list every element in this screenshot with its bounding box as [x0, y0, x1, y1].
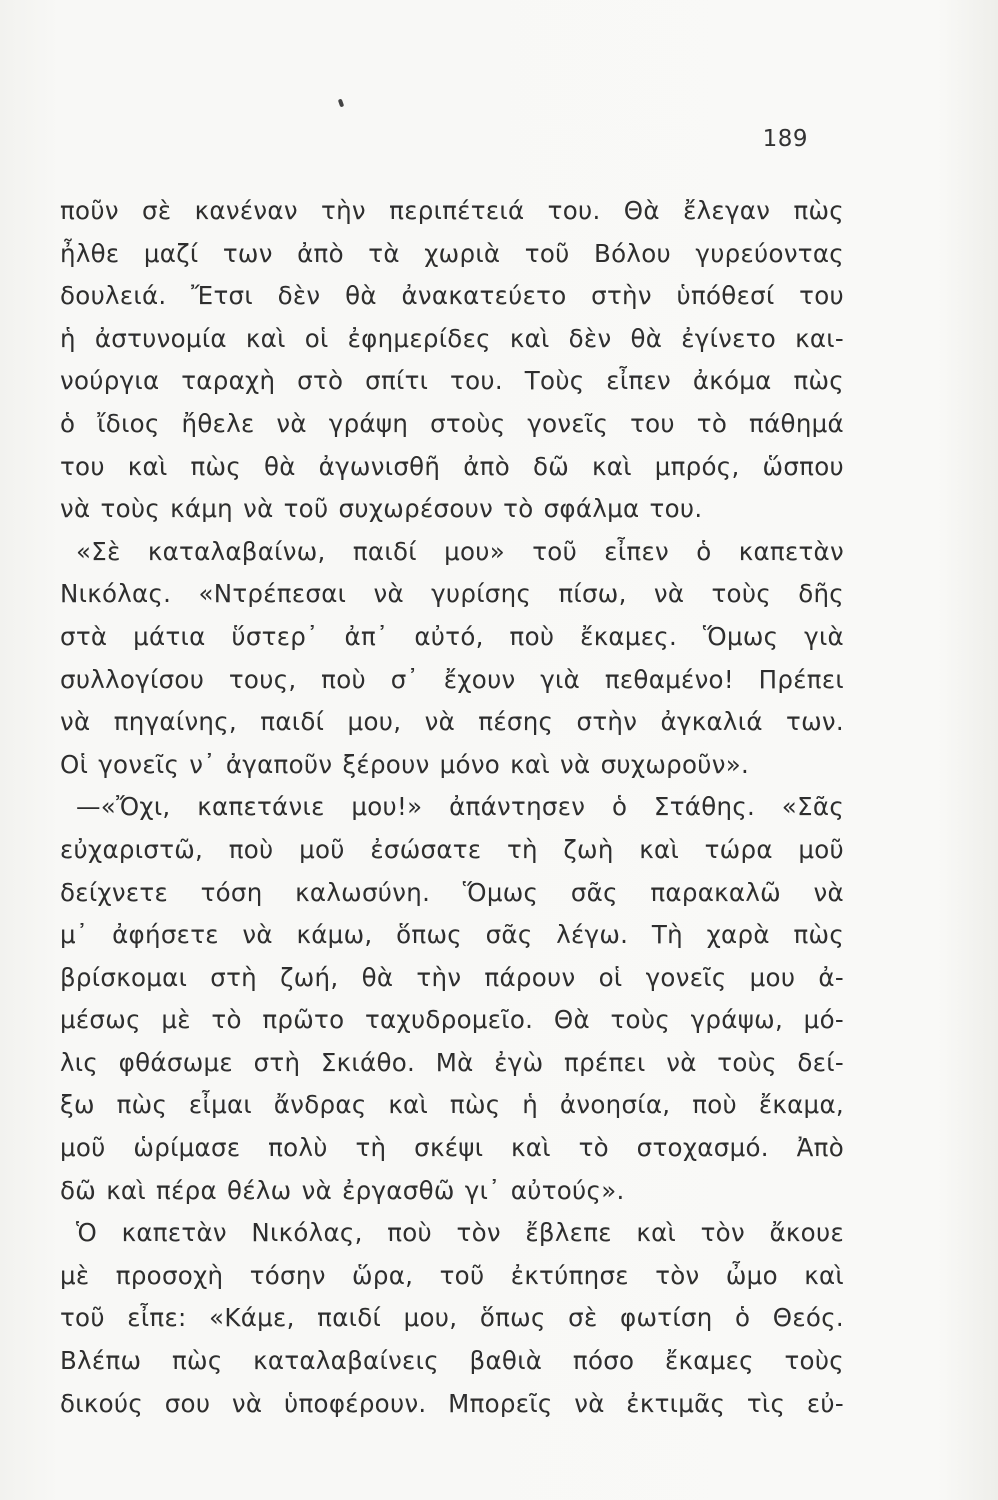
text-line: μὲ προσοχὴ τόσην ὥρα, τοῦ ἐκτύπησε τὸν ὦμο καὶ	[60, 1260, 844, 1290]
text-line: Οἱ γονεῖς ν᾿ ἀγαποῦν ξέρουν μόνο καὶ νὰ συχωροῦν».	[60, 749, 750, 779]
text-line: ἡ ἀστυνομία καὶ οἱ ἐφημερίδες καὶ δὲν θὰ ἐγίνετο και-	[60, 323, 844, 353]
text-line: ἦλθε μαζί των ἀπὸ τὰ χωριὰ τοῦ Βόλου γυρεύοντας	[60, 238, 844, 268]
ink-speck	[338, 99, 344, 108]
text-line: δικούς σου νὰ ὑποφέρουν. Μπορεῖς νὰ ἐκτιμᾶς τὶς εὐ-	[60, 1388, 844, 1418]
text-line: ποῦν σὲ κανέναν τὴν περιπέτειά του. Θὰ ἔλεγαν πὼς	[60, 196, 844, 225]
text-line: συλλογίσου τους, ποὺ σ᾿ ἔχουν γιὰ πεθαμένο! Πρέπει	[60, 664, 844, 694]
text-line: νὰ πηγαίνης, παιδί μου, νὰ πέσης στὴν ἀγκαλιά των.	[60, 707, 844, 737]
text-line: μέσως μὲ τὸ πρῶτο ταχυδρομεῖο. Θὰ τοὺς γράψω, μό-	[60, 1005, 844, 1035]
text-line: «Σὲ καταλαβαίνω, παιδί μου» τοῦ εἶπεν ὁ καπετὰν	[76, 536, 844, 566]
page-number: 189	[762, 126, 808, 152]
text-line: λις φθάσωμε στὴ Σκιάθο. Μὰ ἐγὼ πρέπει νὰ τοὺς δεί-	[60, 1047, 844, 1077]
text-line: νούργια ταραχὴ στὸ σπίτι του. Τοὺς εἶπεν ἀκόμα πὼς	[60, 366, 844, 396]
text-line: δείχνετε τόση καλωσύνη. Ὅμως σᾶς παρακαλῶ νὰ	[60, 877, 844, 907]
text-line: μ᾿ ἀφήσετε νὰ κάμω, ὅπως σᾶς λέγω. Τὴ χαρὰ πὼς	[60, 920, 844, 950]
text-line: —«Ὄχι, καπετάνιε μου!» ἀπάντησεν ὁ Στάθης. «Σᾶς	[76, 792, 844, 822]
text-line: στὰ μάτια ὕστερ᾿ ἀπ᾿ αὐτό, ποὺ ἔκαμες. Ὅμως γιὰ	[60, 621, 844, 651]
text-line: Βλέπω πὼς καταλαβαίνεις βαθιὰ πόσο ἔκαμες τοὺς	[60, 1346, 844, 1376]
text-line: δουλειά. Ἔτσι δὲν θὰ ἀνακατεύετο στὴν ὑπόθεσί του	[60, 281, 844, 311]
text-line: ὁ ἴδιος ἤθελε νὰ γράψη στοὺς γονεῖς του τὸ πάθημά	[60, 408, 844, 438]
text-line: μοῦ ὡρίμασε πολὺ τὴ σκέψι καὶ τὸ στοχασμό. Ἀπὸ	[60, 1133, 844, 1163]
text-line: δῶ καὶ πέρα θέλω νὰ ἐργασθῶ γι᾿ αὐτούς».	[60, 1175, 625, 1205]
text-line: νὰ τοὺς κάμη νὰ τοῦ συχωρέσουν τὸ σφάλμα του.	[60, 494, 703, 524]
text-body	[60, 190, 844, 1425]
text-line: Ὁ καπετὰν Νικόλας, ποὺ τὸν ἔβλεπε καὶ τὸν ἄκουε	[76, 1218, 844, 1248]
text-line: Νικόλας. «Ντρέπεσαι νὰ γυρίσης πίσω, νὰ τοὺς δῆς	[60, 579, 844, 609]
text-line: βρίσκομαι στὴ ζωή, θὰ τὴν πάρουν οἱ γονεῖς μου ἀ-	[60, 962, 844, 992]
text-line: ξω πὼς εἶμαι ἄνδρας καὶ πὼς ἡ ἀνοησία, ποὺ ἔκαμα,	[60, 1090, 844, 1120]
text-line: τοῦ εἶπε: «Κάμε, παιδί μου, ὅπως σὲ φωτίση ὁ Θεός.	[60, 1303, 844, 1333]
text-line: εὐχαριστῶ, ποὺ μοῦ ἐσώσατε τὴ ζωὴ καὶ τώρα μοῦ	[60, 834, 844, 864]
text-line: του καὶ πὼς θὰ ἀγωνισθῆ ἀπὸ δῶ καὶ μπρός, ὥσπου	[60, 451, 844, 481]
